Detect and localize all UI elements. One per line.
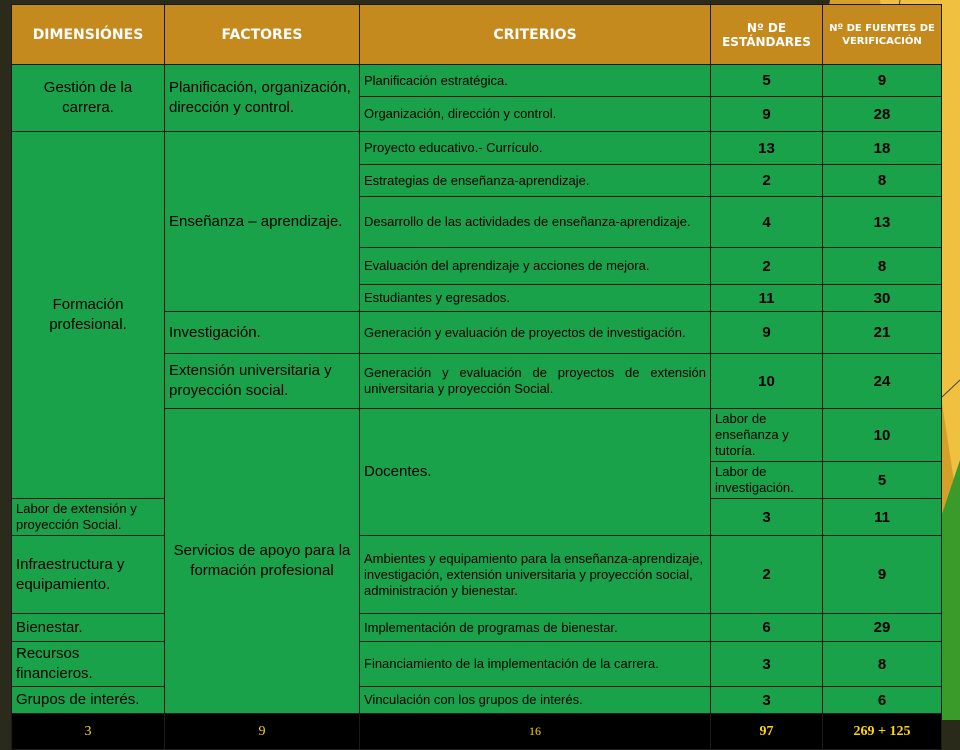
criterio-cell: Estudiantes y egresados.	[360, 285, 711, 312]
criterio-cell: Desarrollo de las actividades de enseñanza-aprendizaje.	[360, 197, 711, 248]
estandares-cell: 3	[711, 499, 823, 536]
factor-cell: Investigación.	[165, 312, 360, 354]
criterio-cell: Planificación estratégica.	[360, 65, 711, 97]
fuentes-cell: 18	[823, 132, 942, 165]
header-estandares: Nº DE ESTÁNDARES	[711, 5, 823, 65]
criterio-cell: Labor de extensión y proyección Social.	[12, 499, 165, 536]
factor-cell: Enseñanza – aprendizaje.	[165, 132, 360, 312]
criterio-cell: Vinculación con los grupos de interés.	[360, 687, 711, 714]
fuentes-cell: 9	[823, 536, 942, 614]
header-fuentes: Nº DE FUENTES DE VERIFICACIÓN	[823, 5, 942, 65]
fuentes-cell: 8	[823, 642, 942, 687]
criterio-cell: Financiamiento de la implementación de la carrera.	[360, 642, 711, 687]
fuentes-cell: 29	[823, 614, 942, 642]
total-fuentes: 269 + 125	[823, 714, 942, 750]
criterio-cell: Organización, dirección y control.	[360, 97, 711, 132]
estandares-cell: 3	[711, 687, 823, 714]
criterio-cell: Generación y evaluación de proyectos de extensión universitaria y proyección Social.	[360, 354, 711, 409]
totals-row	[12, 714, 942, 750]
fuentes-cell: 24	[823, 354, 942, 409]
estandares-cell: 2	[711, 536, 823, 614]
dimension-cell: Formación profesional.	[12, 132, 165, 499]
criterio-cell: Generación y evaluación de proyectos de investigación.	[360, 312, 711, 354]
dimension-cell: Servicios de apoyo para la formación profesional	[165, 409, 360, 714]
criterio-cell: Labor de investigación.	[711, 462, 823, 499]
estandares-cell: 2	[711, 165, 823, 197]
estandares-cell: 11	[711, 285, 823, 312]
dimension-cell: Gestión de la carrera.	[12, 65, 165, 132]
table-row	[12, 65, 942, 97]
estandares-cell: 3	[711, 642, 823, 687]
fuentes-cell: 6	[823, 687, 942, 714]
factor-cell: Grupos de interés.	[12, 687, 165, 714]
header-factores: FACTORES	[165, 5, 360, 65]
estandares-cell: 10	[711, 354, 823, 409]
total-estandares: 97	[711, 714, 823, 750]
fuentes-cell: 28	[823, 97, 942, 132]
estandares-cell: 10	[823, 409, 942, 462]
table-row	[12, 687, 942, 714]
table-row	[12, 536, 942, 614]
total-dimensiones: 3	[12, 714, 165, 750]
estandares-cell: 6	[711, 614, 823, 642]
factor-cell: Docentes.	[360, 409, 711, 536]
criterio-cell: Proyecto educativo.- Currículo.	[360, 132, 711, 165]
estandares-cell: 5	[711, 65, 823, 97]
fuentes-cell: 9	[823, 65, 942, 97]
total-factores: 9	[165, 714, 360, 750]
table-row	[12, 614, 942, 642]
estandares-cell: 2	[711, 248, 823, 285]
criterio-cell: Evaluación del aprendizaje y acciones de mejora.	[360, 248, 711, 285]
estandares-cell: 9	[711, 97, 823, 132]
criterio-cell: Ambientes y equipamiento para la enseñanza-aprendizaje, investigación, extensión universitaria y proyección social, administración y bienestar.	[360, 536, 711, 614]
estandares-cell: 9	[711, 312, 823, 354]
fuentes-cell: 8	[823, 248, 942, 285]
criterio-cell: Estrategias de enseñanza-aprendizaje.	[360, 165, 711, 197]
estandares-cell: 13	[711, 132, 823, 165]
fuentes-cell: 8	[823, 165, 942, 197]
fuentes-cell: 21	[823, 312, 942, 354]
fuentes-cell: 13	[823, 197, 942, 248]
factor-cell: Extensión universitaria y proyección social.	[165, 354, 360, 409]
criterio-cell: Labor de enseñanza y tutoría.	[711, 409, 823, 462]
fuentes-cell: 11	[823, 499, 942, 536]
factor-cell: Infraestructura y equipamiento.	[12, 536, 165, 614]
estandares-cell: 4	[711, 197, 823, 248]
header-dimensiones: DIMENSIÓNES	[12, 5, 165, 65]
criterio-cell: Implementación de programas de bienestar.	[360, 614, 711, 642]
estandares-cell: 5	[823, 462, 942, 499]
factor-cell: Planificación, organización, dirección y control.	[165, 65, 360, 132]
header-criterios: CRITERIOS	[360, 5, 711, 65]
table-row	[12, 132, 942, 165]
total-criterios: 16	[360, 714, 711, 750]
factor-cell: Bienestar.	[12, 614, 165, 642]
table-row	[12, 642, 942, 687]
fuentes-cell: 30	[823, 285, 942, 312]
criteria-table	[11, 4, 942, 750]
factor-cell: Recursos financieros.	[12, 642, 165, 687]
